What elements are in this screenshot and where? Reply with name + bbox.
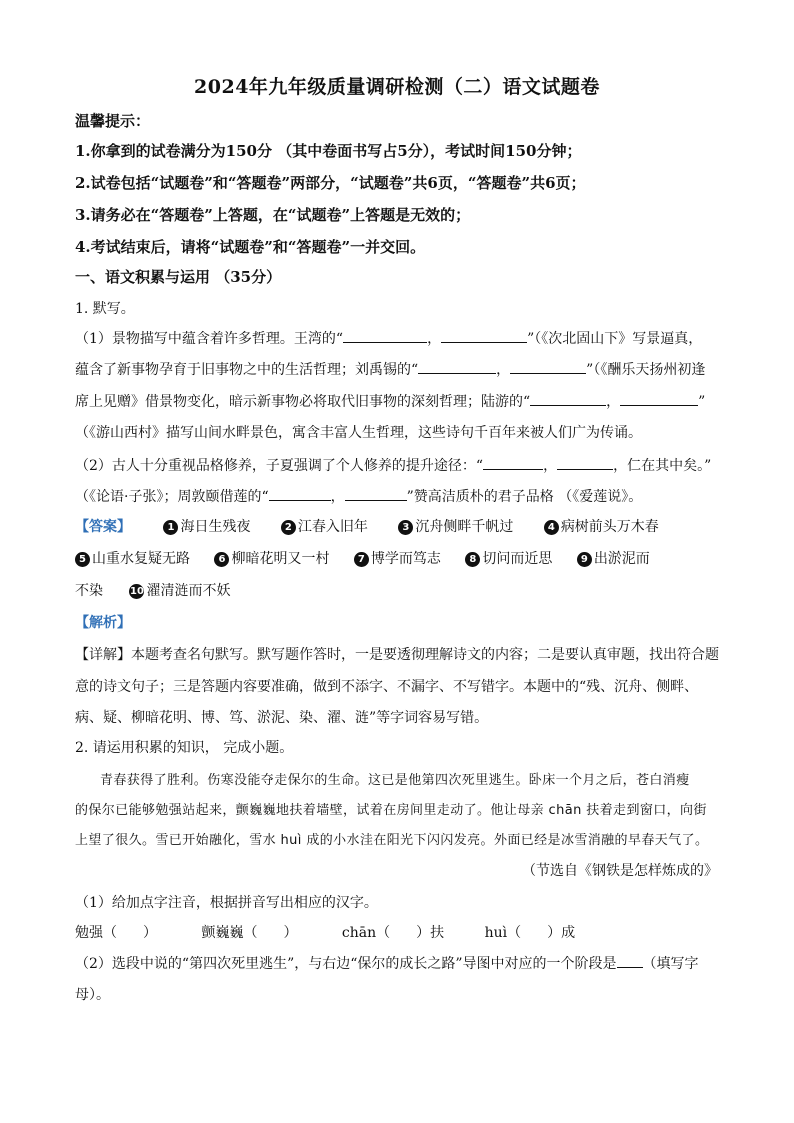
detail-line-2: 意的诗文句子；三是答题内容要准确，做到不添字、不漏字、不写错字。本题中的“残、沉舟、侧畔、	[75, 679, 699, 695]
exam-title: 2024年九年级质量调研检测（二）语文试题卷	[194, 76, 600, 98]
answer-blank[interactable]	[483, 455, 543, 470]
passage-line-2: 的保尔已能够勉强站起来，颤巍巍地扶着墙壁，试着在房间里走动了。他让母亲 chān 扶着走到窗口，向街	[75, 803, 707, 818]
section-heading: 一、语文积累与运用 （35分）	[75, 268, 282, 286]
answer-text: 江春入旧年	[297, 519, 368, 535]
word-4: huì（	[484, 925, 522, 941]
q1-part1-line1	[75, 328, 702, 348]
passage-line-1: 青春获得了胜利。伤寒没能夺走保尔的生命。这已是他第四次死里逃生。卧床一个月之后，苍白消瘦	[100, 773, 690, 788]
tip-item-1: 1.你拿到的试卷满分为150分 （其中卷面书写占5分），考试时间150分钟；	[75, 142, 582, 160]
number-badge: 9	[577, 552, 592, 567]
answer-tag: 【答案】	[75, 519, 131, 535]
answer-blank[interactable]	[343, 328, 427, 343]
paren-close: ）	[283, 925, 298, 941]
answer-text: 病树前头万木春	[560, 519, 659, 535]
text: 蕴含了新事物孕育于旧事物之中的生活哲理；刘禹锡的“	[75, 362, 419, 378]
passage-line-3: 上望了很久。雪已开始融化，雪水 huì 成的小水洼在阳光下闪闪发亮。外面已经是冰雪消融的早春天气了。	[75, 833, 709, 848]
tip-item-4: 4.考试结束后，请将“试题卷”和“答题卷”一并交回。	[75, 238, 426, 256]
text: ，	[330, 489, 345, 505]
answer-blank[interactable]	[269, 486, 331, 501]
answer-blank[interactable]	[441, 328, 527, 343]
text: ”（《次北固山下》写景逼真，	[527, 331, 703, 347]
q1-part1-line3	[75, 391, 705, 411]
word-3: chān（	[341, 925, 391, 941]
answer-blank[interactable]	[418, 359, 496, 374]
number-badge: 2	[281, 520, 296, 535]
answer-blank[interactable]	[557, 455, 613, 470]
text: ，	[496, 362, 511, 378]
number-badge: 4	[544, 520, 559, 535]
answer-blank[interactable]	[530, 391, 606, 406]
answer-text: 柳暗花明又一村	[231, 551, 330, 567]
text: （填写字	[642, 956, 699, 972]
number-badge: 8	[465, 552, 480, 567]
answer-line-3	[75, 580, 230, 600]
answer-text: 沉舟侧畔千帆过	[415, 519, 514, 535]
answer-line-2	[75, 548, 650, 568]
text: （2）古人十分重视品格修养，子夏强调了个人修养的提升途径：“	[75, 458, 484, 474]
number-badge: 3	[398, 520, 413, 535]
q1-part2-line2	[75, 486, 642, 506]
text: 席上见赠》借景物变化，暗示新事物必将取代旧事物的深刻哲理；陆游的“	[75, 394, 531, 410]
detail-line-1: 【详解】本题考查名句默写。默写题作答时，一是要透彻理解诗文的内容；二是要认真审题，找出符合题	[75, 647, 719, 663]
tip-item-3: 3.请务必在“答题卷”上答题，在“试题卷”上答题是无效的；	[75, 206, 471, 224]
q2-label: 2. 请运用积累的知识， 完成小题。	[75, 740, 294, 756]
detail-line-3: 病、疑、柳暗花明、博、笃、淤泥、染、濯、涟”等字词容易写错。	[75, 710, 489, 726]
answer-line-1	[75, 516, 659, 536]
word-3-tail: ）扶	[416, 925, 445, 941]
answer-text: 山重水复疑无路	[92, 551, 190, 567]
answer-text: 博学而笃志	[370, 551, 441, 567]
number-badge: 10	[129, 586, 144, 597]
answer-blank[interactable]	[617, 953, 643, 968]
tip-item-2: 2.试卷包括“试题卷”和“答题卷”两部分，“试题卷”共6页，“答题卷”共6页；	[75, 174, 586, 192]
q1-part1-line4: （《游山西村》描写山间水畔景色，寓含丰富人生哲理，这些诗句千百年来被人们广为传诵。	[75, 425, 642, 441]
text: ，	[427, 331, 442, 347]
text: ，	[543, 458, 558, 474]
number-badge: 5	[75, 552, 90, 567]
number-badge: 1	[163, 520, 178, 535]
tips-heading: 温馨提示：	[75, 112, 151, 130]
text: （2）选段中说的“第四次死里逃生”，与右边“保尔的成长之路”导图中对应的一个阶段是	[75, 956, 617, 972]
q2-sub2-line2: 母）。	[75, 987, 110, 1003]
answer-text: 不染	[75, 583, 103, 599]
analysis-tag: 【解析】	[75, 615, 131, 631]
text: （《论语·子张》；周敦颐借莲的“	[75, 489, 269, 505]
text: ”	[698, 394, 706, 410]
number-badge: 7	[354, 552, 369, 567]
q1-part1-line2	[75, 359, 705, 379]
text: ”（《酬乐天扬州初逢	[586, 362, 706, 378]
number-badge: 6	[214, 552, 229, 567]
q2-fill-line	[75, 922, 575, 942]
q1-label: 1. 默写。	[75, 301, 135, 317]
text: ”赞高洁质朴的君子品格 （《爱莲说》。	[406, 489, 643, 505]
text: （1）景物描写中蕴含着许多哲理。王湾的“	[75, 331, 344, 347]
q2-sub1: （1）给加点字注音，根据拼音写出相应的汉字。	[75, 895, 378, 911]
paren-close: ）	[143, 925, 157, 941]
answer-blank[interactable]	[510, 359, 586, 374]
text: ，仁在其中矣。”	[613, 458, 712, 474]
q2-sub2-line1	[75, 953, 699, 973]
q1-part2-line1	[75, 455, 711, 475]
answer-text: 出淤泥而	[593, 551, 650, 567]
word-2: 颤巍巍（	[201, 925, 258, 941]
answer-text: 切问而近思	[482, 551, 553, 567]
text: ，	[606, 394, 621, 410]
answer-blank[interactable]	[345, 486, 407, 501]
answer-blank[interactable]	[620, 391, 698, 406]
answer-text: 濯清涟而不妖	[146, 583, 231, 599]
word-1: 勉强（	[75, 925, 117, 941]
word-4-tail: ）成	[547, 925, 576, 941]
answer-text: 海日生残夜	[180, 519, 251, 535]
passage-source: （节选自《钢铁是怎样炼成的》	[522, 863, 718, 879]
